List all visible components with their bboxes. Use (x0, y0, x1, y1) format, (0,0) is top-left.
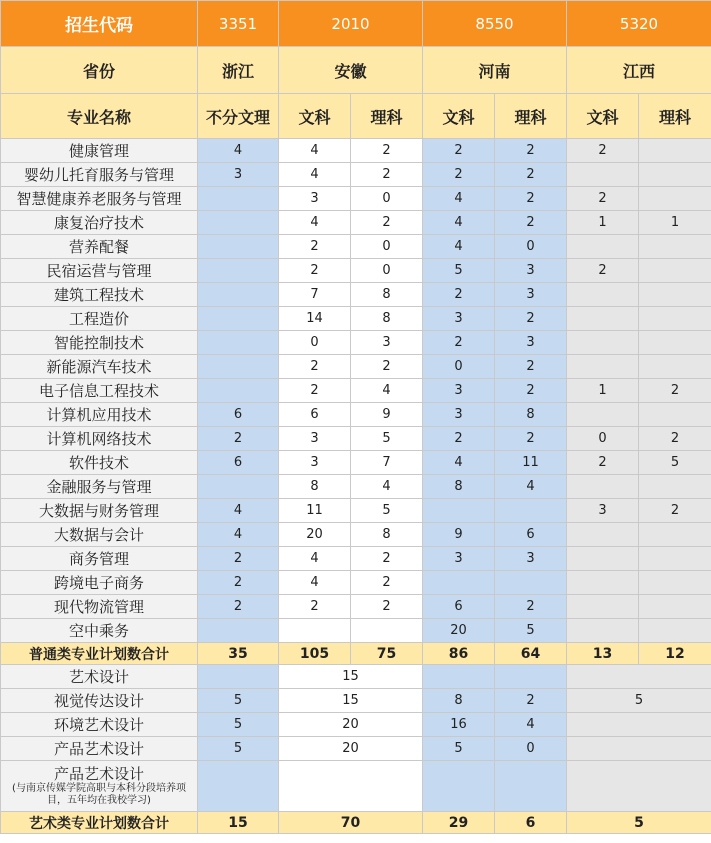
plan-count (198, 235, 279, 259)
plan-count (423, 499, 495, 523)
major-name: 康复治疗技术 (1, 211, 198, 235)
plan-count (639, 307, 711, 331)
general-total-value: 75 (351, 643, 423, 665)
art-note-cell (1, 761, 198, 812)
art-major-name: 产品艺术设计 (1, 737, 198, 761)
plan-count (495, 499, 567, 523)
plan-count: 4 (279, 163, 351, 187)
plan-count: 2 (351, 355, 423, 379)
art-henan-arts: 16 (423, 713, 495, 737)
art-henan-arts (423, 665, 495, 689)
general-total-value: 64 (495, 643, 567, 665)
major-name: 现代物流管理 (1, 595, 198, 619)
plan-count: 1 (567, 211, 639, 235)
type-jiangxi-arts: 文科 (567, 94, 639, 139)
code-label: 招生代码 (1, 1, 198, 47)
table-row (1, 619, 711, 643)
plan-count: 0 (351, 187, 423, 211)
art-total-row (1, 812, 711, 834)
plan-count (567, 355, 639, 379)
major-name: 大数据与财务管理 (1, 499, 198, 523)
plan-count: 2 (495, 307, 567, 331)
major-name: 电子信息工程技术 (1, 379, 198, 403)
code-zhejiang: 3351 (198, 1, 279, 47)
plan-count: 2 (495, 211, 567, 235)
art-major-name: 环境艺术设计 (1, 713, 198, 737)
plan-count: 4 (423, 187, 495, 211)
plan-count: 4 (495, 475, 567, 499)
code-anhui: 2010 (279, 1, 423, 47)
plan-count: 2 (495, 595, 567, 619)
type-anhui-arts: 文科 (279, 94, 351, 139)
plan-count (198, 379, 279, 403)
plan-count: 3 (198, 163, 279, 187)
plan-count: 3 (279, 427, 351, 451)
table-row (1, 211, 711, 235)
major-name: 智能控制技术 (1, 331, 198, 355)
major-name: 民宿运营与管理 (1, 259, 198, 283)
table-row (1, 475, 711, 499)
art-anhui: 15 (279, 665, 423, 689)
art-row (1, 665, 711, 689)
plan-count: 4 (198, 523, 279, 547)
major-name: 工程造价 (1, 307, 198, 331)
art-jiangxi (567, 713, 711, 737)
art-henan-science: 0 (495, 737, 567, 761)
plan-count (639, 235, 711, 259)
plan-count: 3 (495, 331, 567, 355)
plan-count: 0 (279, 331, 351, 355)
plan-count: 5 (351, 499, 423, 523)
art-anhui: 20 (279, 713, 423, 737)
plan-count: 2 (198, 595, 279, 619)
art-major-name: 艺术设计 (1, 665, 198, 689)
table-row (1, 187, 711, 211)
plan-count: 2 (423, 283, 495, 307)
art-jiangxi (567, 665, 711, 689)
art-total-anhui: 70 (279, 812, 423, 834)
plan-count (567, 547, 639, 571)
major-name: 建筑工程技术 (1, 283, 198, 307)
plan-count (198, 211, 279, 235)
general-total-value: 86 (423, 643, 495, 665)
plan-count: 3 (423, 379, 495, 403)
plan-count: 8 (351, 307, 423, 331)
province-row (1, 47, 711, 94)
plan-count: 2 (495, 163, 567, 187)
plan-count: 2 (198, 427, 279, 451)
plan-count: 2 (567, 187, 639, 211)
plan-count: 4 (423, 211, 495, 235)
plan-count (639, 475, 711, 499)
plan-count (639, 523, 711, 547)
art-note-text: (与南京传媒学院高职与本科分段培养项目，五年均在我校学习) (12, 783, 186, 806)
plan-count: 2 (279, 379, 351, 403)
plan-count: 2 (279, 235, 351, 259)
plan-count: 8 (351, 283, 423, 307)
plan-count (198, 187, 279, 211)
art-note-henan-arts (423, 761, 495, 812)
plan-count (198, 619, 279, 643)
art-zhejiang: 5 (198, 737, 279, 761)
art-note-anhui (279, 761, 423, 812)
type-zhejiang-all: 不分文理 (198, 94, 279, 139)
plan-count: 2 (198, 571, 279, 595)
plan-count: 0 (423, 355, 495, 379)
plan-count: 8 (279, 475, 351, 499)
plan-count: 9 (351, 403, 423, 427)
plan-count (198, 259, 279, 283)
major-name: 软件技术 (1, 451, 198, 475)
art-row (1, 737, 711, 761)
art-jiangxi (567, 737, 711, 761)
plan-count: 4 (351, 379, 423, 403)
art-note-zhejiang (198, 761, 279, 812)
plan-count (198, 475, 279, 499)
plan-count (639, 139, 711, 163)
type-jiangxi-science: 理科 (639, 94, 711, 139)
plan-count: 4 (279, 571, 351, 595)
plan-count (567, 595, 639, 619)
major-label: 专业名称 (1, 94, 198, 139)
art-major-name: 视觉传达设计 (1, 689, 198, 713)
subject-type-row (1, 94, 711, 139)
plan-count: 6 (423, 595, 495, 619)
plan-count: 1 (567, 379, 639, 403)
major-name: 智慧健康养老服务与管理 (1, 187, 198, 211)
plan-count: 2 (351, 163, 423, 187)
general-total-value: 12 (639, 643, 711, 665)
plan-count: 6 (495, 523, 567, 547)
plan-count (639, 331, 711, 355)
art-anhui: 15 (279, 689, 423, 713)
table-row (1, 595, 711, 619)
plan-count: 6 (279, 403, 351, 427)
art-henan-science: 2 (495, 689, 567, 713)
table-row (1, 331, 711, 355)
art-henan-arts: 5 (423, 737, 495, 761)
type-anhui-science: 理科 (351, 94, 423, 139)
plan-count: 4 (198, 499, 279, 523)
art-henan-science (495, 665, 567, 689)
art-henan-science: 4 (495, 713, 567, 737)
plan-count: 8 (423, 475, 495, 499)
general-total-value: 105 (279, 643, 351, 665)
plan-count: 2 (639, 427, 711, 451)
plan-count: 14 (279, 307, 351, 331)
plan-count: 2 (279, 355, 351, 379)
plan-count: 4 (423, 235, 495, 259)
code-jiangxi: 5320 (567, 1, 711, 47)
plan-count: 4 (351, 475, 423, 499)
major-name: 营养配餐 (1, 235, 198, 259)
plan-count: 0 (351, 259, 423, 283)
art-anhui: 20 (279, 737, 423, 761)
code-henan: 8550 (423, 1, 567, 47)
plan-count: 2 (279, 595, 351, 619)
table-row (1, 259, 711, 283)
plan-count: 2 (567, 451, 639, 475)
art-jiangxi: 5 (567, 689, 711, 713)
plan-count: 2 (495, 355, 567, 379)
plan-count (567, 571, 639, 595)
table-row (1, 355, 711, 379)
art-total-label: 艺术类专业计划数合计 (1, 812, 198, 834)
plan-count: 11 (495, 451, 567, 475)
plan-count (567, 331, 639, 355)
table-row (1, 451, 711, 475)
table-row (1, 523, 711, 547)
plan-count (639, 283, 711, 307)
plan-count: 2 (495, 139, 567, 163)
plan-count: 3 (495, 547, 567, 571)
plan-count: 9 (423, 523, 495, 547)
major-name: 大数据与会计 (1, 523, 198, 547)
plan-count: 1 (639, 211, 711, 235)
art-zhejiang: 5 (198, 713, 279, 737)
art-note-row (1, 761, 711, 812)
plan-count: 2 (423, 331, 495, 355)
table-row (1, 403, 711, 427)
plan-count: 20 (279, 523, 351, 547)
plan-count (198, 283, 279, 307)
plan-count: 2 (423, 427, 495, 451)
table-row (1, 307, 711, 331)
plan-count: 3 (423, 547, 495, 571)
art-note-jiangxi (567, 761, 711, 812)
enrollment-code-row (1, 1, 711, 47)
plan-count (198, 355, 279, 379)
plan-count: 8 (351, 523, 423, 547)
plan-count (639, 403, 711, 427)
general-total-label: 普通类专业计划数合计 (1, 643, 198, 665)
major-name: 健康管理 (1, 139, 198, 163)
plan-count: 2 (351, 595, 423, 619)
plan-count: 4 (198, 139, 279, 163)
plan-count: 2 (639, 379, 711, 403)
plan-count: 5 (495, 619, 567, 643)
major-name: 新能源汽车技术 (1, 355, 198, 379)
art-total-zhejiang: 15 (198, 812, 279, 834)
province-label: 省份 (1, 47, 198, 94)
art-row (1, 713, 711, 737)
plan-count (495, 571, 567, 595)
plan-count: 3 (495, 283, 567, 307)
major-name: 空中乘务 (1, 619, 198, 643)
general-total-row (1, 643, 711, 665)
major-name: 跨境电子商务 (1, 571, 198, 595)
plan-count: 2 (423, 163, 495, 187)
plan-count: 5 (639, 451, 711, 475)
plan-count (639, 187, 711, 211)
plan-count: 5 (351, 427, 423, 451)
plan-count: 3 (279, 187, 351, 211)
table-row (1, 235, 711, 259)
plan-count: 11 (279, 499, 351, 523)
plan-count: 7 (351, 451, 423, 475)
major-name: 商务管理 (1, 547, 198, 571)
plan-count (639, 571, 711, 595)
plan-count (567, 283, 639, 307)
plan-count: 2 (567, 259, 639, 283)
plan-count (567, 523, 639, 547)
province-zhejiang: 浙江 (198, 47, 279, 94)
table-row (1, 163, 711, 187)
province-henan: 河南 (423, 47, 567, 94)
table-row (1, 547, 711, 571)
plan-count: 4 (279, 547, 351, 571)
plan-count (639, 259, 711, 283)
plan-count (567, 235, 639, 259)
plan-count (351, 619, 423, 643)
plan-count: 7 (279, 283, 351, 307)
plan-count: 2 (495, 187, 567, 211)
table-row (1, 139, 711, 163)
plan-count: 2 (279, 259, 351, 283)
table-row (1, 283, 711, 307)
province-anhui: 安徽 (279, 47, 423, 94)
major-name: 计算机应用技术 (1, 403, 198, 427)
plan-count: 4 (279, 211, 351, 235)
table-row (1, 571, 711, 595)
major-name: 婴幼儿托育服务与管理 (1, 163, 198, 187)
type-henan-science: 理科 (495, 94, 567, 139)
plan-count (567, 307, 639, 331)
plan-count: 4 (423, 451, 495, 475)
plan-count: 20 (423, 619, 495, 643)
plan-count: 2 (198, 547, 279, 571)
art-zhejiang (198, 665, 279, 689)
general-total-value: 13 (567, 643, 639, 665)
plan-count (639, 163, 711, 187)
art-total-henan-science: 6 (495, 812, 567, 834)
art-zhejiang: 5 (198, 689, 279, 713)
plan-count: 5 (423, 259, 495, 283)
plan-count: 0 (351, 235, 423, 259)
plan-count: 4 (279, 139, 351, 163)
plan-count: 2 (423, 139, 495, 163)
art-row (1, 689, 711, 713)
plan-count: 3 (351, 331, 423, 355)
major-name: 计算机网络技术 (1, 427, 198, 451)
general-total-value: 35 (198, 643, 279, 665)
plan-count (639, 355, 711, 379)
art-total-henan-arts: 29 (423, 812, 495, 834)
table-row (1, 427, 711, 451)
art-note-major: 产品艺术设计 (53, 765, 144, 783)
plan-count: 2 (351, 139, 423, 163)
plan-count: 3 (279, 451, 351, 475)
plan-count: 0 (567, 427, 639, 451)
plan-count (639, 547, 711, 571)
plan-count (567, 403, 639, 427)
plan-count: 2 (351, 571, 423, 595)
plan-count: 2 (351, 211, 423, 235)
plan-count (639, 619, 711, 643)
plan-count: 0 (495, 235, 567, 259)
art-note-henan-science (495, 761, 567, 812)
table-row (1, 499, 711, 523)
type-henan-arts: 文科 (423, 94, 495, 139)
major-name: 金融服务与管理 (1, 475, 198, 499)
plan-count (567, 163, 639, 187)
plan-count: 3 (423, 307, 495, 331)
plan-count: 6 (198, 403, 279, 427)
plan-count: 3 (567, 499, 639, 523)
plan-count (423, 571, 495, 595)
plan-count: 2 (639, 499, 711, 523)
plan-count: 2 (495, 427, 567, 451)
art-henan-arts: 8 (423, 689, 495, 713)
plan-count (639, 595, 711, 619)
plan-count: 2 (495, 379, 567, 403)
plan-count: 6 (198, 451, 279, 475)
table-row (1, 379, 711, 403)
plan-count: 2 (351, 547, 423, 571)
plan-count (279, 619, 351, 643)
plan-count: 2 (567, 139, 639, 163)
province-jiangxi: 江西 (567, 47, 711, 94)
plan-count (198, 331, 279, 355)
art-total-jiangxi: 5 (567, 812, 711, 834)
plan-count (567, 619, 639, 643)
plan-count (567, 475, 639, 499)
plan-count: 3 (495, 259, 567, 283)
plan-count (198, 307, 279, 331)
plan-count: 8 (495, 403, 567, 427)
plan-count: 3 (423, 403, 495, 427)
